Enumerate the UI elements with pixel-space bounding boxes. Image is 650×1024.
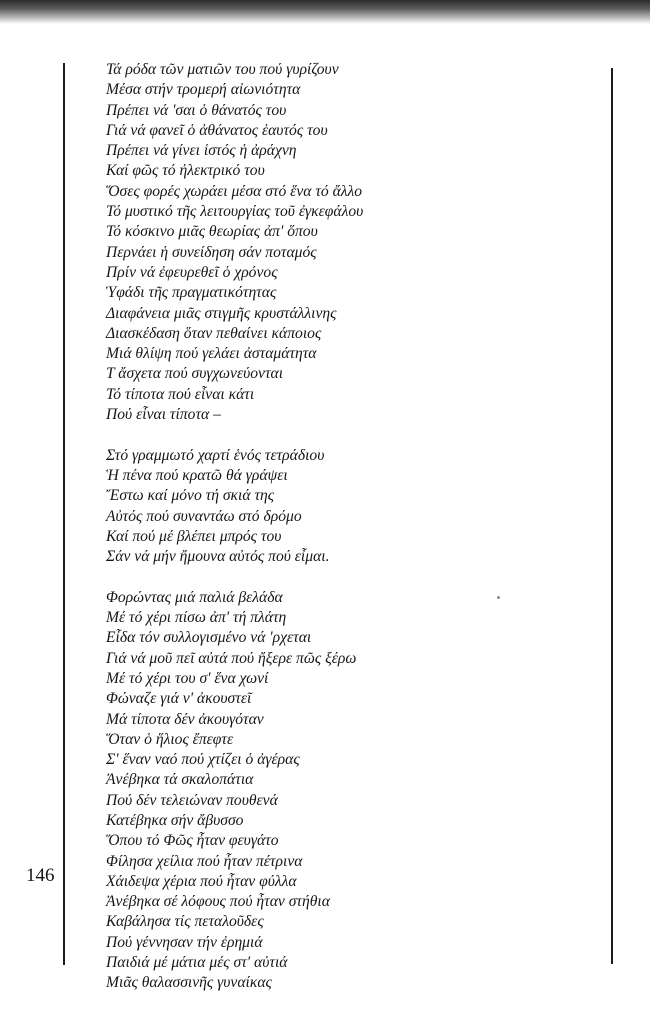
poem-line: Μέ τό χέρι πίσω ἀπ' τή πλάτη <box>106 609 287 627</box>
poem-line: Ἡ πένα πού κρατῶ θά γράψει <box>106 466 288 484</box>
poem-line: Μά τίποτα δέν ἀκουγόταν <box>106 710 264 728</box>
poem-line: Μιά θλίψη πού γελάει ἀσταμάτητα <box>106 345 317 363</box>
poem-line: Ὅσες φορές χωράει μέσα στό ἕνα τό ἄλλο <box>106 182 363 200</box>
poem-line: Μέ τό χέρι του σ' ἕνα χωνί <box>106 669 269 687</box>
paper-speck <box>497 596 500 599</box>
poem-line: Πρίν νά ἐφευρεθεῖ ὁ χρόνος <box>106 263 278 281</box>
scan-shadow-top <box>0 0 650 24</box>
poem-line: Πού γέννησαν τήν ἐρημιά <box>106 933 263 951</box>
poem-line: Μιᾶς θαλασσινῆς γυναίκας <box>106 974 272 992</box>
poem-line: Ἀνέβηκα σέ λόφους πού ἦταν στήθια <box>106 893 330 911</box>
right-margin-rule <box>611 68 613 964</box>
stanza-2 <box>106 446 601 568</box>
stanza-3 <box>106 588 601 994</box>
left-margin-rule <box>63 63 65 965</box>
poem-line: Στό γραμμωτό χαρτί ἑνός τετράδιου <box>106 446 325 464</box>
poem-line: Καβάλησα τίς πεταλοῦδες <box>106 913 264 931</box>
poem-line: Ὅταν ὁ ἥλιος ἔπεφτε <box>106 730 234 748</box>
poem-line: Ἀνέβηκα τά σκαλοπάτια <box>106 771 254 789</box>
poem-body <box>106 60 601 1014</box>
poem-line: Μέσα στήν τρομερή αἰωνιότητα <box>106 81 301 99</box>
poem-line: Κατέβηκα σήν ἄβυσσο <box>106 811 244 829</box>
poem-line: Γιά νά φανεῖ ὁ ἀθάνατος ἑαυτός του <box>106 121 328 139</box>
poem-line: Φορώντας μιά παλιά βελάδα <box>106 588 283 606</box>
poem-line: Διαφάνεια μιᾶς στιγμῆς κρυστάλλινης <box>106 304 337 322</box>
poem-line: Χάιδεψα χέρια πού ἦταν φύλλα <box>106 872 297 890</box>
poem-line: Φίλησα χείλια πού ἦταν πέτρινα <box>106 852 303 870</box>
poem-line: Διασκέδαση ὅταν πεθαίνει κάποιος <box>106 324 322 342</box>
poem-line: Τ ἄσχετα πού συγχωνεύονται <box>106 365 284 383</box>
poem-line: Ὑφάδι τῆς πραγματικότητας <box>106 284 277 302</box>
poem-line: Καί πού μέ βλέπει μπρός του <box>106 527 282 545</box>
poem-line: Τό τίποτα πού εἶναι κάτι <box>106 385 255 403</box>
poem-line: Πού εἶναι τίποτα – <box>106 406 221 424</box>
poem-line: Αὐτός πού συναντάω στό δρόμο <box>106 507 302 525</box>
poem-line: Καί φῶς τό ἠλεκτρικό του <box>106 162 265 180</box>
poem-line: Ὅπου τό Φῶς ἦταν φευγάτο <box>106 832 279 850</box>
poem-line: Σ' ἕναν ναό πού χτίζει ὁ ἀγέρας <box>106 751 300 769</box>
page-number: 146 <box>26 865 55 886</box>
stanza-1 <box>106 60 601 425</box>
poem-line: Σάν νά μήν ἤμουνα αὐτός πού εἶμαι. <box>106 548 330 566</box>
poem-line: Ἔστω καί μόνο τή σκιά της <box>106 487 275 505</box>
poem-line: Τό κόσκινο μιᾶς θεωρίας ἀπ' ὅπου <box>106 223 318 241</box>
poem-line: Παιδιά μέ μάτια μές στ' αὐτιά <box>106 954 288 972</box>
poem-line: Εἶδα τόν συλλογισμένο νά 'ρχεται <box>106 629 312 647</box>
poem-line: Πού δέν τελειώναν πουθενά <box>106 791 278 809</box>
poem-line: Τό μυστικό τῆς λειτουργίας τοῦ ἐγκεφάλου <box>106 203 364 221</box>
poem-line: Πρέπει νά γίνει ἱστός ἡ ἀράχνη <box>106 142 297 160</box>
poem-line: Φώναζε γιά ν' ἀκουστεῖ <box>106 690 252 708</box>
poem-line: Περνάει ἡ συνείδηση σάν ποταμός <box>106 243 317 261</box>
poem-line: Πρέπει νά 'σαι ὁ θάνατός του <box>106 101 287 119</box>
poem-line: Γιά νά μοῦ πεῖ αὐτά πού ἤξερε πῶς ξέρω <box>106 649 357 667</box>
poem-line: Τά ρόδα τῶν ματιῶν του πού γυρίζουν <box>106 61 339 78</box>
